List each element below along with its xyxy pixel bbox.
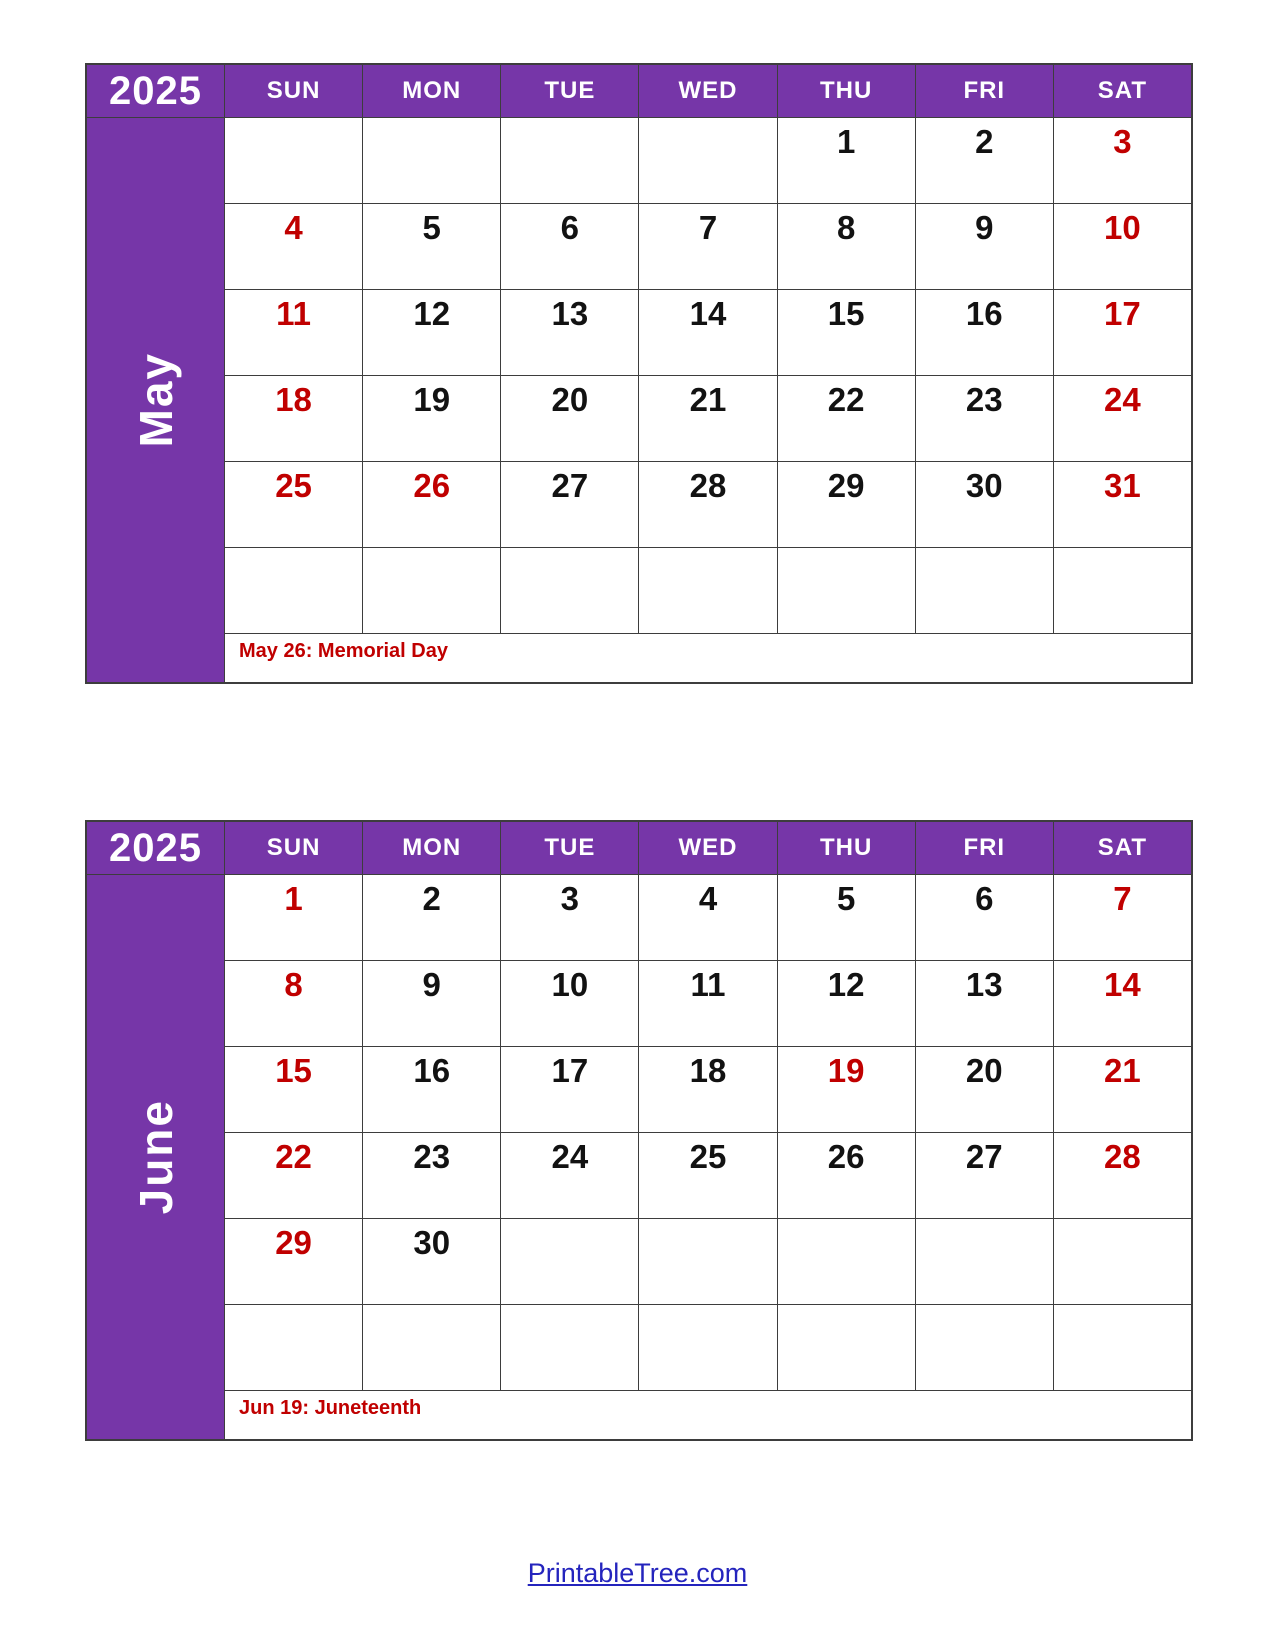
empty-cell <box>225 118 362 203</box>
empty-cell <box>363 1305 500 1390</box>
date-june-6: 6 <box>916 875 1053 960</box>
date-june-10: 10 <box>501 961 638 1046</box>
empty-cell <box>916 1219 1053 1304</box>
date-may-30: 30 <box>916 462 1053 547</box>
date-june-17: 17 <box>501 1047 638 1132</box>
month-label: June <box>129 1099 182 1215</box>
date-june-7: 7 <box>1054 875 1191 960</box>
day-header-wed: WED <box>639 65 776 117</box>
date-june-11: 11 <box>639 961 776 1046</box>
date-may-13: 13 <box>501 290 638 375</box>
date-may-1: 1 <box>778 118 915 203</box>
year-label: 2025 <box>87 65 224 117</box>
day-header-wed: WED <box>639 822 776 874</box>
empty-cell <box>639 1305 776 1390</box>
empty-cell <box>501 118 638 203</box>
date-june-1: 1 <box>225 875 362 960</box>
date-may-31: 31 <box>1054 462 1191 547</box>
day-header-tue: TUE <box>501 65 638 117</box>
empty-cell <box>501 1219 638 1304</box>
day-header-fri: FRI <box>916 822 1053 874</box>
footer-link[interactable]: PrintableTree.com <box>527 1558 748 1588</box>
date-may-16: 16 <box>916 290 1053 375</box>
empty-cell <box>639 548 776 633</box>
empty-cell <box>363 548 500 633</box>
day-header-thu: THU <box>778 822 915 874</box>
date-june-23: 23 <box>363 1133 500 1218</box>
date-may-15: 15 <box>778 290 915 375</box>
empty-cell <box>639 118 776 203</box>
date-may-6: 6 <box>501 204 638 289</box>
date-may-24: 24 <box>1054 376 1191 461</box>
footer <box>0 1558 1275 1589</box>
date-may-8: 8 <box>778 204 915 289</box>
holiday-note: May 26: Memorial Day <box>225 634 1191 682</box>
date-june-19: 19 <box>778 1047 915 1132</box>
empty-cell <box>916 548 1053 633</box>
date-may-19: 19 <box>363 376 500 461</box>
date-june-13: 13 <box>916 961 1053 1046</box>
empty-cell <box>225 1305 362 1390</box>
date-may-23: 23 <box>916 376 1053 461</box>
date-june-24: 24 <box>501 1133 638 1218</box>
date-may-12: 12 <box>363 290 500 375</box>
empty-cell <box>1054 1219 1191 1304</box>
date-june-18: 18 <box>639 1047 776 1132</box>
date-june-20: 20 <box>916 1047 1053 1132</box>
may-2025-calendar <box>85 63 1193 684</box>
year-label: 2025 <box>87 822 224 874</box>
day-header-sat: SAT <box>1054 822 1191 874</box>
empty-cell <box>1054 548 1191 633</box>
date-may-27: 27 <box>501 462 638 547</box>
date-may-14: 14 <box>639 290 776 375</box>
date-june-9: 9 <box>363 961 500 1046</box>
date-june-5: 5 <box>778 875 915 960</box>
day-header-sat: SAT <box>1054 65 1191 117</box>
date-may-5: 5 <box>363 204 500 289</box>
empty-cell <box>916 1305 1053 1390</box>
empty-cell <box>501 1305 638 1390</box>
holiday-note: Jun 19: Juneteenth <box>225 1391 1191 1439</box>
date-june-27: 27 <box>916 1133 1053 1218</box>
date-may-22: 22 <box>778 376 915 461</box>
date-june-12: 12 <box>778 961 915 1046</box>
month-label: May <box>129 352 182 448</box>
date-may-20: 20 <box>501 376 638 461</box>
date-june-30: 30 <box>363 1219 500 1304</box>
day-header-mon: MON <box>363 822 500 874</box>
date-june-4: 4 <box>639 875 776 960</box>
date-june-29: 29 <box>225 1219 362 1304</box>
day-header-thu: THU <box>778 65 915 117</box>
date-may-7: 7 <box>639 204 776 289</box>
month-sidebar <box>87 875 224 1439</box>
empty-cell <box>363 118 500 203</box>
date-may-11: 11 <box>225 290 362 375</box>
date-may-29: 29 <box>778 462 915 547</box>
date-june-14: 14 <box>1054 961 1191 1046</box>
date-may-10: 10 <box>1054 204 1191 289</box>
date-june-28: 28 <box>1054 1133 1191 1218</box>
day-header-mon: MON <box>363 65 500 117</box>
date-may-25: 25 <box>225 462 362 547</box>
date-june-22: 22 <box>225 1133 362 1218</box>
day-header-sun: SUN <box>225 822 362 874</box>
empty-cell <box>1054 1305 1191 1390</box>
empty-cell <box>778 1305 915 1390</box>
date-may-3: 3 <box>1054 118 1191 203</box>
date-june-26: 26 <box>778 1133 915 1218</box>
date-may-17: 17 <box>1054 290 1191 375</box>
day-header-sun: SUN <box>225 65 362 117</box>
day-header-tue: TUE <box>501 822 638 874</box>
day-header-fri: FRI <box>916 65 1053 117</box>
date-may-28: 28 <box>639 462 776 547</box>
date-june-8: 8 <box>225 961 362 1046</box>
empty-cell <box>225 548 362 633</box>
date-june-2: 2 <box>363 875 500 960</box>
month-sidebar <box>87 118 224 682</box>
empty-cell <box>778 548 915 633</box>
date-june-15: 15 <box>225 1047 362 1132</box>
date-may-18: 18 <box>225 376 362 461</box>
date-may-4: 4 <box>225 204 362 289</box>
empty-cell <box>501 548 638 633</box>
empty-cell <box>778 1219 915 1304</box>
date-may-21: 21 <box>639 376 776 461</box>
date-june-21: 21 <box>1054 1047 1191 1132</box>
date-june-16: 16 <box>363 1047 500 1132</box>
date-may-26: 26 <box>363 462 500 547</box>
empty-cell <box>639 1219 776 1304</box>
date-june-3: 3 <box>501 875 638 960</box>
date-may-2: 2 <box>916 118 1053 203</box>
june-2025-calendar <box>85 820 1193 1441</box>
date-may-9: 9 <box>916 204 1053 289</box>
date-june-25: 25 <box>639 1133 776 1218</box>
